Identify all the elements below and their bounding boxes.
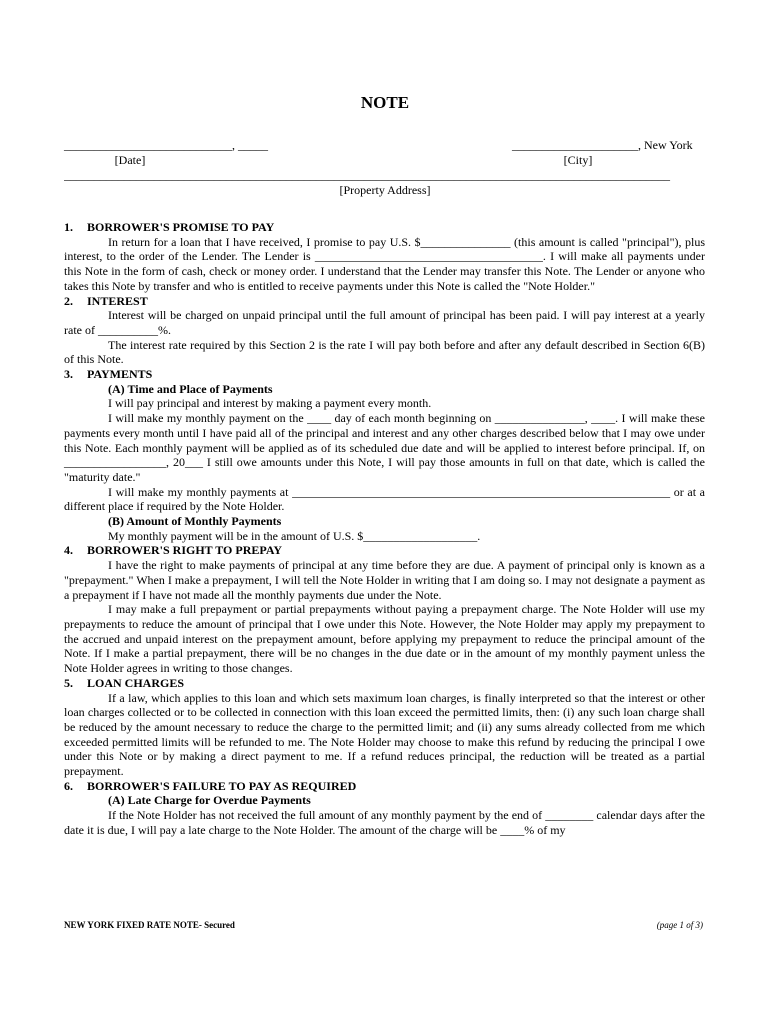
property-address-blank: _____________________________________________________________________________________________________ bbox=[64, 168, 670, 182]
property-address-label: [Property Address] bbox=[339, 183, 431, 197]
paragraph: I will pay principal and interest by making a payment every month. bbox=[108, 396, 432, 411]
city-blank: _____________________, New York bbox=[512, 138, 693, 152]
paragraph: The interest rate required by this Section 2 is the rate I will pay both before and after any default described in Section 6(B) of this Note. bbox=[64, 337, 705, 367]
section-heading: 1. BORROWER'S PROMISE TO PAY bbox=[64, 220, 275, 234]
section-heading: 2. INTEREST bbox=[64, 293, 148, 308]
section-heading: 5. LOAN CHARGES bbox=[64, 675, 185, 690]
paragraph: If the Note Holder has not received the full amount of any monthly payment by the end of ________ calendar days after the date it is due, I will pay a late charge to the Note Holder. The amount of the charge will be ____% of my bbox=[64, 808, 705, 837]
paragraph: I may make a full prepayment or partial prepayments without paying a prepayment charge. The Note Holder will use my prepayments to reduce the amount of principal that I owe under this Note. However, the Note Holder may apply my prepayment to the accrued and unpaid interest on the prepayment amount, before applying my prepayment to reduce the principal amount of the Note. If I make a partial prepayment, there will be no changes in the due date or in the amount of my monthly payment unless the Note Holder agrees in writing to those changes. bbox=[64, 602, 705, 676]
paragraph: In return for a loan that I have received, I promise to pay U.S. $_______________ (this amount is called "principal"), plus interest, to the order of the Lender. The Lender is ______________________________________. I will make all payments under this Note in the form of cash, check or money order. I understand that the Lender may transfer this Note. The Lender or anyone who takes this Note by transfer and who is entitled to receive payments under this Note is called the "Note Holder." bbox=[64, 234, 705, 293]
subsection-heading: (B) Amount of Monthly Payments bbox=[108, 514, 282, 529]
section-heading: 4. BORROWER'S RIGHT TO PREPAY bbox=[64, 543, 283, 558]
subsection-heading: (A) Time and Place of Payments bbox=[108, 381, 273, 396]
paragraph: If a law, which applies to this loan and which sets maximum loan charges, is finally interpreted so that the interest or other loan charges collected or to be collected in connection with this loan exceed the permitted limits, then: (i) any such loan charge shall be reduced by the amount necessary to reduce the charge to the permitted limit; and (ii) any sums already collected from me which exceeded permitted limits will be refunded to me. The Note Holder may choose to make this refund by reducing the principal I owe under this Note or by making a direct payment to me. If a refund reduces principal, the reduction will be treated as a partial prepayment. bbox=[64, 690, 705, 779]
section-heading: 6. BORROWER'S FAILURE TO PAY AS REQUIRED bbox=[64, 778, 357, 793]
subsection-heading: (A) Late Charge for Overdue Payments bbox=[108, 793, 311, 808]
paragraph: I will make my monthly payment on the ____ day of each month beginning on _______________, ____. I will make these payments every month until I have paid all of the principal and interest and any other charges described below that I may owe under this Note. Each monthly payment will be applied as of its scheduled due date and will be applied to interest before principal. If, on _________________, 20___ I still owe amounts under this Note, I will pay those amounts in full on that date, which is called the "maturity date." bbox=[64, 411, 705, 484]
date-label: [Date] bbox=[114, 153, 146, 167]
paragraph: Interest will be charged on unpaid principal until the full amount of principal has been paid. I will pay interest at a yearly rate of __________%. bbox=[64, 308, 705, 337]
city-label: [City] bbox=[563, 153, 593, 167]
paragraph: My monthly payment will be in the amount of U.S. $___________________. bbox=[108, 528, 481, 543]
date-blank: ____________________________, _____ bbox=[64, 138, 268, 152]
page-number: (page 1 of 3) bbox=[656, 920, 703, 930]
paragraph: I will make my monthly payments at _______________________________________________________________ or at a different place if required by the Note Holder. bbox=[64, 484, 705, 514]
document-title: NOTE bbox=[360, 93, 410, 112]
note-body bbox=[64, 220, 705, 838]
section-heading: 3. PAYMENTS bbox=[64, 367, 153, 382]
footer-form-title: NEW YORK FIXED RATE NOTE- Secured bbox=[64, 920, 235, 930]
paragraph: I have the right to make payments of principal at any time before they are due. A payment of principal only is known as a "prepayment." When I make a prepayment, I will tell the Note Holder in writing that I am doing so. I may not designate a payment as a prepayment if I have not made all the monthly payments due under the Note. bbox=[64, 558, 705, 602]
